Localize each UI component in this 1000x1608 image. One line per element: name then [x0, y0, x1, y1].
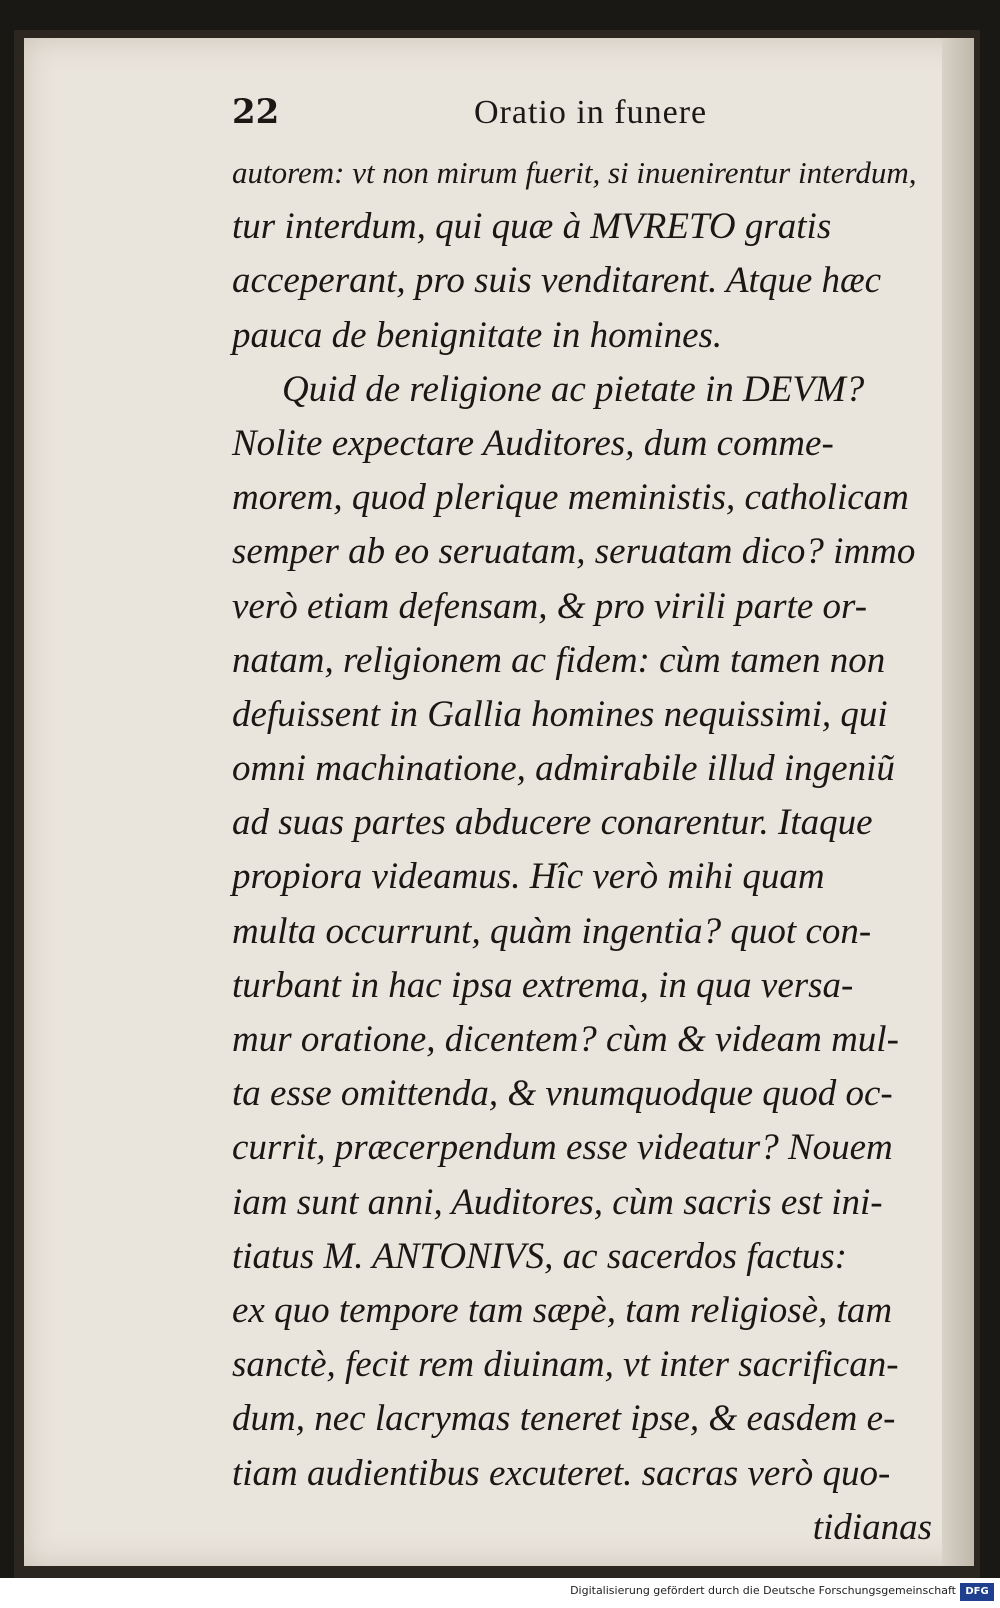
running-title: Oratio in funere [474, 94, 708, 131]
body-text [232, 146, 932, 1555]
text-line: iam sunt anni, Auditores, cùm sacris est ini- [232, 1181, 883, 1223]
text-line: pauca de benignitate in homines. [232, 314, 723, 356]
text-line: morem, quod plerique meministis, catholicam [232, 477, 909, 519]
text-line: Quid de religione ac pietate in DEVM? [282, 368, 865, 410]
text-line: omni machinatione, admirabile illud ingeniũ [232, 748, 895, 790]
text-line: dum, nec lacrymas teneret ipse, & easdem e- [232, 1398, 896, 1440]
text-line: tiatus M. ANTONIVS, ac sacerdos factus: [232, 1235, 847, 1277]
text-line: semper ab eo seruatam, seruatam dico? immo [232, 531, 916, 573]
digitization-footer [0, 1578, 1000, 1608]
text-line: ex quo tempore tam sæpè, tam religiosè, tam [232, 1289, 893, 1331]
text-line: turbant in hac ipsa extrema, in qua versa- [232, 964, 854, 1006]
text-line: propiora videamus. Hîc verò mihi quam [232, 856, 825, 898]
running-head [24, 92, 974, 142]
text-line: ta esse omittenda, & vnumquodque quod oc- [232, 1073, 893, 1115]
page-number: 22 [232, 92, 280, 132]
catchword: tidianas [812, 1506, 932, 1548]
dfg-logo-icon: DFG [960, 1583, 994, 1601]
text-line: defuissent in Gallia homines nequissimi, qui [232, 693, 888, 735]
text-line: ad suas partes abducere conarentur. Itaque [232, 802, 873, 844]
page-edge [942, 38, 974, 1566]
text-line: currit, præcerpendum esse videatur? Nouem [232, 1127, 893, 1169]
text-line: natam, religionem ac fidem: cùm tamen non [232, 639, 886, 681]
text-line: mur oratione, dicentem? cùm & videam mul- [232, 1019, 899, 1060]
text-line: tur interdum, qui quæ à MVRETO gratis [232, 206, 832, 248]
text-line: tiam audientibus excuteret. sacras verò quo- [232, 1452, 891, 1494]
text-line: acceperant, pro suis venditarent. Atque hæc [232, 260, 882, 302]
text-line: Nolite expectare Auditores, dum comme- [232, 422, 834, 464]
text-line: sanctè, fecit rem diuinam, vt inter sacrifican- [232, 1344, 899, 1386]
footer-credit: Digitalisierung gefördert durch die Deutsche Forschungsgemeinschaft [570, 1584, 956, 1597]
text-line: autorem: vt non mirum fuerit, si inuenirentur interdum, [232, 155, 917, 190]
text-line: verò etiam defensam, & pro virili parte or- [232, 585, 868, 627]
book-page [24, 38, 974, 1566]
text-line: multa occurrunt, quàm ingentia? quot con- [232, 910, 872, 952]
